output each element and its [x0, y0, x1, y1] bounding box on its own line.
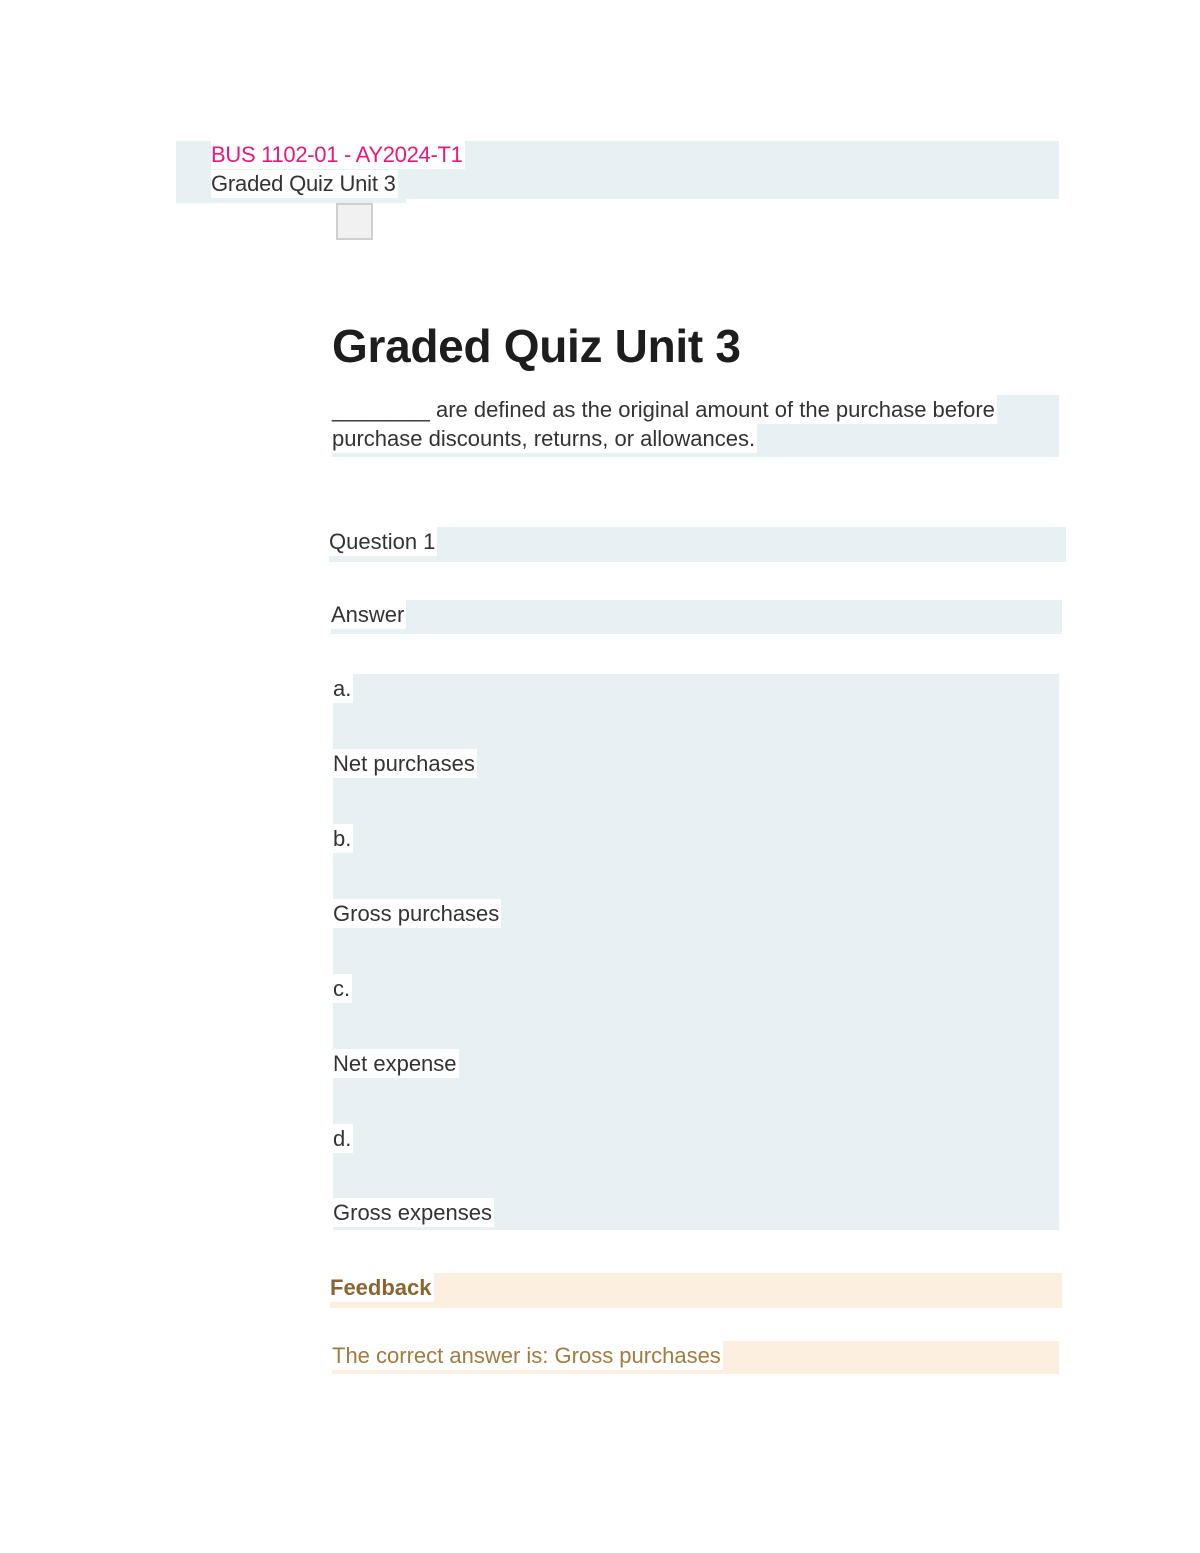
answer-label-band — [331, 600, 1062, 634]
feedback-band — [330, 1273, 1062, 1308]
option-a-letter[interactable] — [333, 674, 353, 703]
question-text-line-1-content: ________ are defined as the original amount of the purchase before — [332, 397, 995, 422]
option-a-label-text[interactable]: Net purchases — [333, 751, 475, 776]
option-c-letter-text[interactable]: c. — [333, 976, 351, 1001]
question-number — [329, 527, 437, 556]
option-b-label[interactable] — [333, 899, 501, 928]
question-number-text: Question 1 — [329, 529, 436, 554]
question-text-line-2 — [332, 424, 757, 453]
option-c-label-text[interactable]: Net expense — [333, 1051, 457, 1076]
course-link[interactable] — [211, 141, 465, 169]
feedback-correct-answer-text: The correct answer is: Gross purchases — [332, 1343, 721, 1368]
breadcrumb-quiz-title-text: Graded Quiz Unit 3 — [211, 171, 396, 196]
option-b-letter-text[interactable]: b. — [333, 826, 352, 851]
option-c-letter[interactable] — [333, 974, 352, 1003]
option-d-label-text[interactable]: Gross expenses — [333, 1200, 492, 1225]
option-a-letter-text[interactable]: a. — [333, 676, 352, 701]
option-b-label-text[interactable]: Gross purchases — [333, 901, 500, 926]
page-title: Graded Quiz Unit 3 — [332, 320, 741, 372]
question-text-line-2-content: purchase discounts, returns, or allowances. — [332, 426, 756, 451]
feedback-heading — [330, 1273, 434, 1302]
option-d-letter-text[interactable]: d. — [333, 1126, 352, 1151]
image-placeholder-icon — [336, 203, 373, 240]
question-number-band — [329, 527, 1066, 562]
option-d-label[interactable] — [333, 1198, 494, 1227]
answer-label — [331, 600, 406, 629]
answer-label-text: Answer — [331, 602, 405, 627]
course-link-text[interactable]: BUS 1102-01 - AY2024-T1 — [211, 142, 463, 167]
option-c-label[interactable] — [333, 1049, 459, 1078]
option-d-letter[interactable] — [333, 1124, 353, 1153]
breadcrumb-quiz-title — [211, 170, 398, 198]
option-a-label[interactable] — [333, 749, 477, 778]
question-text-line-1 — [332, 395, 997, 424]
feedback-correct-answer — [332, 1341, 723, 1370]
feedback-heading-text: Feedback — [330, 1275, 432, 1300]
option-b-letter[interactable] — [333, 824, 353, 853]
